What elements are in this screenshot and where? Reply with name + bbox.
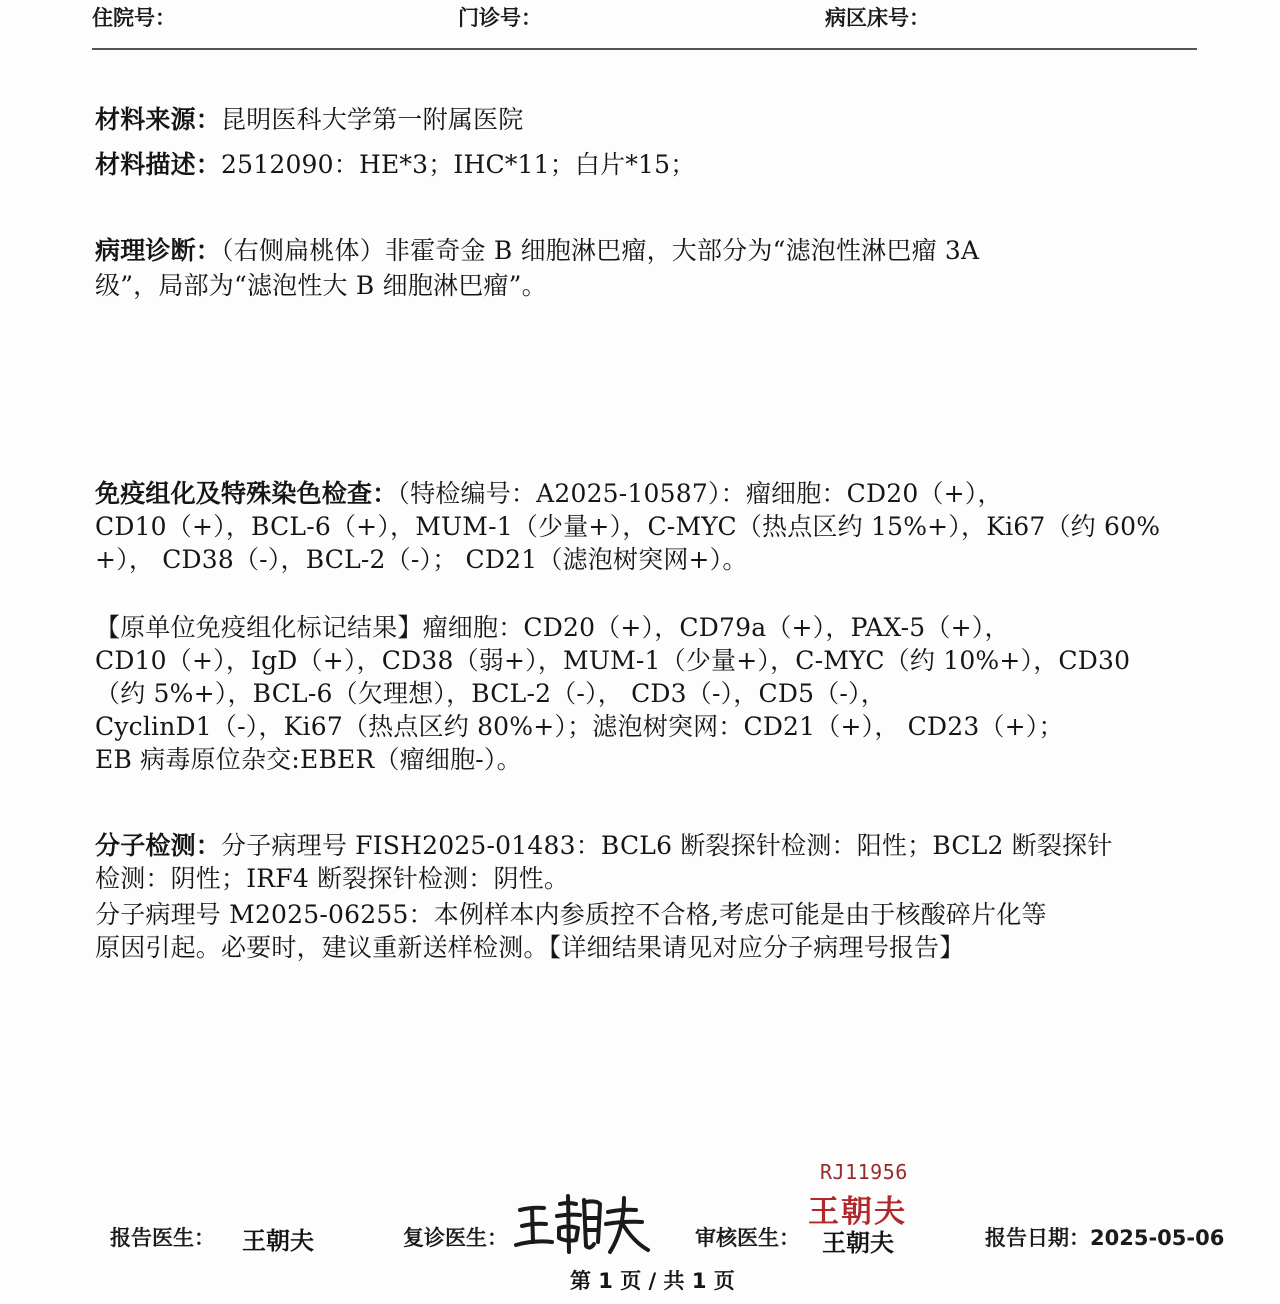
original-ihc-line-3: （约 5%+），BCL-6（欠理想），BCL-2（-）， CD3（-），CD5（-）， <box>95 679 886 708</box>
material-source-label: 材料来源： <box>95 105 222 134</box>
original-ihc-row-2 <box>95 644 1130 677</box>
molecular-row-1 <box>95 829 1113 862</box>
ihc-row-2 <box>95 510 1160 543</box>
material-source-row <box>95 103 523 136</box>
molecular-row-2 <box>95 862 569 895</box>
original-ihc-line-5: EB 病毒原位杂交:EBER（瘤细胞-）。 <box>95 745 522 774</box>
reporting-doctor-label: 报告医生： <box>110 1226 215 1250</box>
original-ihc-row-4 <box>95 710 1064 743</box>
material-description-label: 材料描述： <box>95 150 222 179</box>
molecular-label: 分子检测： <box>95 831 222 860</box>
report-date-value: 2025-05-06 <box>1090 1226 1225 1250</box>
molecular-row-3 <box>95 898 1047 931</box>
molecular-line-3: 分子病理号 M2025-06255：本例样本内参质控不合格,考虑可能是由于核酸碎片化等 <box>95 900 1047 929</box>
report-date-row <box>985 1222 1224 1252</box>
review-doctor-label: 复诊医生： <box>403 1226 508 1250</box>
outpatient-number-label: 门诊号： <box>458 6 542 30</box>
original-ihc-line-2: CD10（+），IgD（+），CD38（弱+），MUM-1（少量+），C-MYC（约 10%+），CD30 <box>95 646 1131 675</box>
header-divider <box>92 48 1197 50</box>
diagnosis-label: 病理诊断： <box>95 236 222 265</box>
ihc-row-1 <box>95 477 1003 510</box>
reporting-doctor-name: 王朝夫 <box>242 1227 314 1255</box>
diagnosis-row-1 <box>95 234 979 267</box>
material-source-value: 昆明医科大学第一附属医院 <box>221 105 524 134</box>
ihc-line-1: （特检编号：A2025-10587）：瘤细胞：CD20（+）， <box>397 479 1003 508</box>
diagnosis-line-2: 级”，局部为“滤泡性大 B 细胞淋巴瘤”。 <box>95 271 547 300</box>
diagnosis-row-2 <box>95 269 547 302</box>
auditing-doctor-name: 王朝夫 <box>822 1229 894 1257</box>
ihc-row-3 <box>95 543 748 576</box>
material-description-value: 2512090：HE*3；IHC*11；白片*15； <box>221 150 696 179</box>
original-ihc-line-4: CyclinD1（-），Ki67（热点区约 80%+）；滤泡树突网：CD21（+）， CD23（+）； <box>95 712 1064 741</box>
ward-bed-number-label: 病区床号： <box>825 6 930 30</box>
molecular-line-2: 检测：阴性；IRF4 断裂探针检测：阴性。 <box>95 864 570 893</box>
original-ihc-line-1: 【原单位免疫组化标记结果】瘤细胞：CD20（+），CD79a（+），PAX-5（+）， <box>95 613 1010 642</box>
diagnosis-line-1: （右侧扁桃体）非霍奇金 B 细胞淋巴瘤，大部分为“滤泡性淋巴瘤 3A <box>221 236 980 265</box>
ihc-line-3: +）， CD38（-），BCL-2（-）； CD21（滤泡树突网+）。 <box>95 545 748 574</box>
original-ihc-row-3 <box>95 677 886 710</box>
inpatient-number-label: 住院号： <box>92 6 176 30</box>
molecular-line-4: 原因引起。必要时，建议重新送样检测。【详细结果请见对应分子病理号报告】 <box>95 933 965 962</box>
molecular-line-1: 分子病理号 FISH2025-01483：BCL6 断裂探针检测：阳性；BCL2 断裂探针 <box>221 831 1113 860</box>
ihc-line-2: CD10（+），BCL-6（+），MUM-1（少量+），C-MYC（热点区约 15%+），Ki67（约 60% <box>95 512 1161 541</box>
molecular-row-4 <box>95 931 965 964</box>
handwritten-signature <box>512 1190 652 1260</box>
original-ihc-row-1 <box>95 611 1010 644</box>
ihc-label: 免疫组化及特殊染色检查： <box>95 479 398 508</box>
original-ihc-row-5 <box>95 743 522 776</box>
page-number: 第 1 页 / 共 1 页 <box>570 1269 735 1293</box>
report-date-label: 报告日期： <box>985 1226 1090 1250</box>
auditing-doctor-label: 审核医生： <box>695 1226 800 1250</box>
doctor-stamp-name: 王朝夫 <box>808 1194 907 1230</box>
doctor-stamp-code: RJ11956 <box>820 1160 908 1184</box>
material-description-row <box>95 148 695 181</box>
